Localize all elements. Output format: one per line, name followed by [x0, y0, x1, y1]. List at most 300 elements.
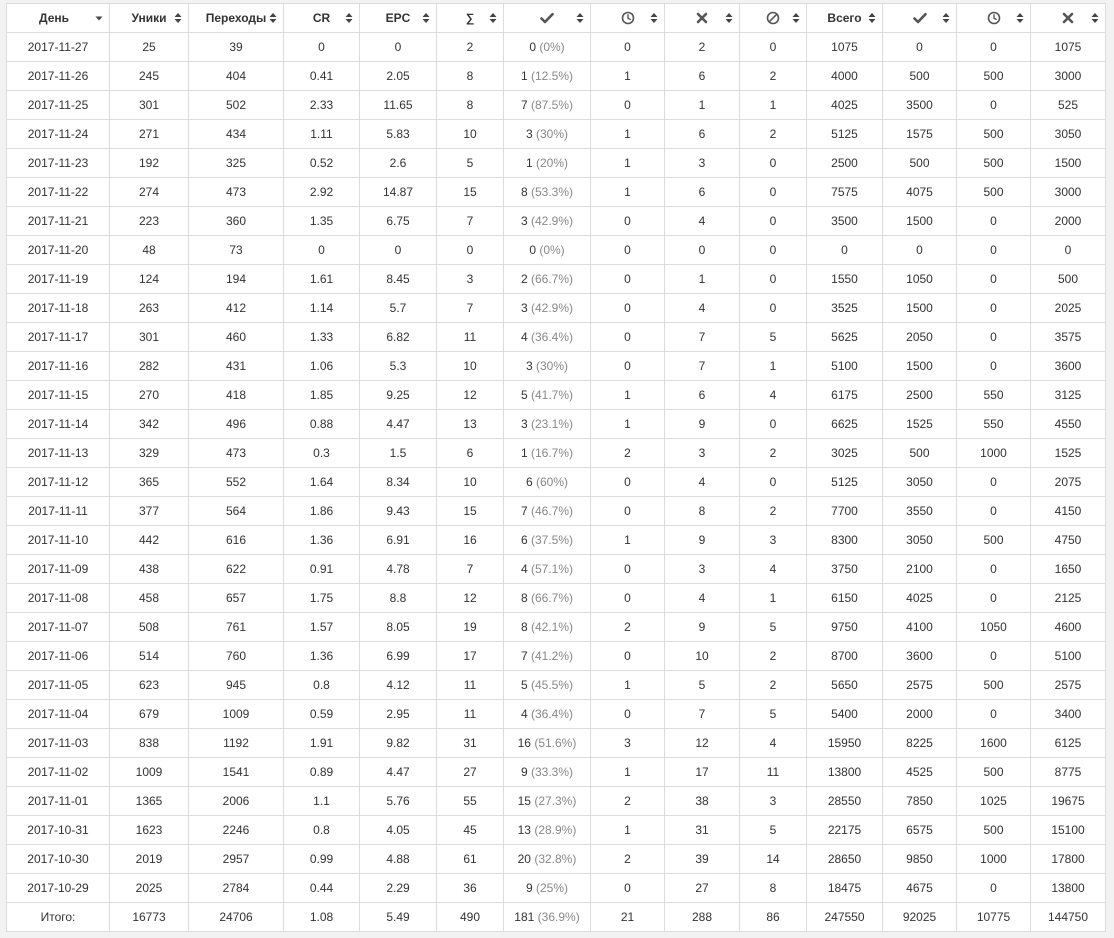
table-cell: 282 — [110, 352, 189, 381]
table-cell: 500 — [883, 62, 957, 91]
column-header-label: Переходы — [205, 11, 267, 25]
table-cell: 3750 — [807, 555, 883, 584]
table-cell: 0 — [591, 874, 665, 903]
approved-count: 1 — [525, 156, 533, 170]
table-cell: 1009 — [110, 758, 189, 787]
approved-cell — [504, 294, 591, 323]
table-cell: 1575 — [883, 120, 957, 149]
sort-toggle-icon[interactable] — [269, 12, 277, 24]
column-header-9[interactable] — [740, 4, 807, 33]
table-cell: 500 — [957, 178, 1031, 207]
approved-cell — [504, 439, 591, 468]
table-cell: 3500 — [883, 91, 957, 120]
table-cell: 0 — [957, 584, 1031, 613]
table-row — [7, 439, 1106, 468]
table-cell: 5100 — [1031, 642, 1106, 671]
approved-percent: (42.9%) — [531, 301, 574, 315]
table-cell: 3000 — [1031, 62, 1106, 91]
table-cell: 5125 — [807, 120, 883, 149]
table-row — [7, 874, 1106, 903]
table-cell: 10 — [437, 468, 504, 497]
table-cell: 0 — [591, 294, 665, 323]
table-cell: 4.47 — [360, 758, 437, 787]
table-cell: 5.76 — [360, 787, 437, 816]
approved-count: 4 — [520, 707, 528, 721]
table-row — [7, 33, 1106, 62]
table-cell: 2575 — [883, 671, 957, 700]
table-cell: 0 — [284, 33, 360, 62]
approved-cell — [504, 381, 591, 410]
table-cell: 4150 — [1031, 497, 1106, 526]
table-cell: 13800 — [807, 758, 883, 787]
table-cell: 5125 — [807, 468, 883, 497]
table-cell: 3600 — [1031, 352, 1106, 381]
table-cell: 1 — [740, 352, 807, 381]
table-cell: 11 — [437, 671, 504, 700]
table-cell: 4 — [740, 381, 807, 410]
approved-cell — [504, 323, 591, 352]
date-cell: 2017-11-14 — [7, 410, 110, 439]
column-header-4[interactable] — [360, 4, 437, 33]
table-cell: 14.87 — [360, 178, 437, 207]
table-cell: 8225 — [883, 729, 957, 758]
totals-cell: 86 — [740, 903, 807, 932]
table-cell: 0 — [957, 468, 1031, 497]
table-cell: 2 — [591, 787, 665, 816]
table-cell: 564 — [189, 497, 284, 526]
table-cell: 19 — [437, 613, 504, 642]
table-cell: 2 — [740, 439, 807, 468]
sort-toggle-icon[interactable] — [1091, 12, 1099, 24]
column-header-2[interactable] — [189, 4, 284, 33]
table-cell: 7700 — [807, 497, 883, 526]
table-cell: 0 — [591, 700, 665, 729]
table-row — [7, 178, 1106, 207]
table-cell: 0 — [957, 700, 1031, 729]
table-cell: 0 — [591, 642, 665, 671]
table-body — [7, 33, 1106, 903]
date-cell: 2017-10-30 — [7, 845, 110, 874]
table-cell: 2.29 — [360, 874, 437, 903]
table-cell: 7 — [665, 323, 740, 352]
table-cell: 2 — [740, 62, 807, 91]
table-cell: 1 — [665, 91, 740, 120]
table-cell: 15 — [437, 178, 504, 207]
totals-label: Итого: — [7, 903, 110, 932]
column-header-12[interactable] — [957, 4, 1031, 33]
approved-cell — [504, 352, 591, 381]
date-cell: 2017-11-10 — [7, 526, 110, 555]
table-cell: 2075 — [1031, 468, 1106, 497]
sort-toggle-icon[interactable] — [942, 12, 950, 24]
approved-percent: (41.7%) — [531, 388, 574, 402]
table-cell: 657 — [189, 584, 284, 613]
table-cell: 473 — [189, 178, 284, 207]
table-row — [7, 149, 1106, 178]
date-cell: 2017-11-01 — [7, 787, 110, 816]
table-cell: 2.05 — [360, 62, 437, 91]
column-header-13[interactable] — [1031, 4, 1106, 33]
approved-count: 13 — [517, 823, 531, 837]
table-cell: 1600 — [957, 729, 1031, 758]
table-cell: 7850 — [883, 787, 957, 816]
totals-approved-count: 181 — [514, 910, 535, 924]
table-cell: 25 — [110, 33, 189, 62]
table-row — [7, 845, 1106, 874]
table-cell: 1 — [740, 91, 807, 120]
table-cell: 1 — [591, 381, 665, 410]
table-cell: 6 — [665, 381, 740, 410]
table-cell: 0.89 — [284, 758, 360, 787]
approved-percent: (20%) — [536, 156, 569, 170]
table-cell: 0 — [740, 410, 807, 439]
table-cell: 412 — [189, 294, 284, 323]
table-cell: 7 — [437, 294, 504, 323]
totals-cell: 10775 — [957, 903, 1031, 932]
table-cell: 1025 — [957, 787, 1031, 816]
date-cell: 2017-11-23 — [7, 149, 110, 178]
sort-toggle-icon[interactable] — [345, 12, 353, 24]
table-cell: 502 — [189, 91, 284, 120]
table-cell: 8.05 — [360, 613, 437, 642]
table-cell: 4.88 — [360, 845, 437, 874]
date-cell: 2017-11-25 — [7, 91, 110, 120]
sort-toggle-icon[interactable] — [650, 12, 658, 24]
table-cell: 1525 — [1031, 439, 1106, 468]
sort-toggle-icon[interactable] — [489, 12, 497, 24]
approved-cell — [504, 526, 591, 555]
daily-stats-table — [6, 3, 1106, 932]
column-header-label: Уники — [131, 11, 167, 25]
approved-count: 3 — [525, 359, 533, 373]
approved-cell — [504, 584, 591, 613]
table-cell: 6.75 — [360, 207, 437, 236]
approved-count: 5 — [520, 678, 528, 692]
table-cell: 11.65 — [360, 91, 437, 120]
table-cell: 8300 — [807, 526, 883, 555]
table-cell: 0 — [957, 265, 1031, 294]
table-cell: 3 — [665, 555, 740, 584]
table-cell: 4025 — [883, 584, 957, 613]
table-cell: 36 — [437, 874, 504, 903]
date-cell: 2017-11-18 — [7, 294, 110, 323]
table-header-row — [7, 4, 1106, 33]
table-cell: 4000 — [807, 62, 883, 91]
date-cell: 2017-10-31 — [7, 816, 110, 845]
column-header-label: ∑ — [465, 11, 475, 25]
table-cell: 622 — [189, 555, 284, 584]
table-cell: 0 — [957, 33, 1031, 62]
approved-cell — [504, 149, 591, 178]
table-cell: 6625 — [807, 410, 883, 439]
table-cell: 5400 — [807, 700, 883, 729]
table-cell: 6125 — [1031, 729, 1106, 758]
table-cell: 2100 — [883, 555, 957, 584]
table-cell: 6 — [665, 120, 740, 149]
table-cell: 4 — [665, 207, 740, 236]
date-cell: 2017-11-07 — [7, 613, 110, 642]
table-row — [7, 555, 1106, 584]
table-cell: 5 — [740, 816, 807, 845]
table-cell: 5 — [437, 149, 504, 178]
table-cell: 552 — [189, 468, 284, 497]
table-cell: 616 — [189, 526, 284, 555]
table-cell: 1541 — [189, 758, 284, 787]
table-cell: 5.3 — [360, 352, 437, 381]
column-header-1[interactable] — [110, 4, 189, 33]
table-cell: 2246 — [189, 816, 284, 845]
table-cell: 16 — [437, 526, 504, 555]
approved-cell — [504, 816, 591, 845]
table-cell: 1623 — [110, 816, 189, 845]
approved-cell — [504, 236, 591, 265]
table-cell: 8.45 — [360, 265, 437, 294]
table-cell: 500 — [957, 62, 1031, 91]
column-header-6[interactable] — [504, 4, 591, 33]
approved-count: 0 — [529, 243, 536, 257]
sort-toggle-icon[interactable] — [725, 12, 733, 24]
table-cell: 500 — [957, 526, 1031, 555]
table-cell: 0 — [957, 352, 1031, 381]
date-cell: 2017-11-15 — [7, 381, 110, 410]
table-cell: 2125 — [1031, 584, 1106, 613]
date-cell: 2017-11-16 — [7, 352, 110, 381]
table-cell: 329 — [110, 439, 189, 468]
table-cell: 500 — [957, 671, 1031, 700]
sort-toggle-icon[interactable] — [868, 12, 876, 24]
approved-cell — [504, 758, 591, 787]
table-cell: 1 — [591, 758, 665, 787]
table-cell: 0 — [360, 33, 437, 62]
table-row — [7, 787, 1106, 816]
table-cell: 31 — [665, 816, 740, 845]
table-cell: 271 — [110, 120, 189, 149]
table-cell: 1500 — [883, 294, 957, 323]
approved-percent: (53.3%) — [531, 185, 574, 199]
table-row — [7, 700, 1106, 729]
column-header-11[interactable] — [883, 4, 957, 33]
table-cell: 3500 — [807, 207, 883, 236]
approved-count: 7 — [520, 504, 528, 518]
table-cell: 0 — [740, 149, 807, 178]
totals-approved-cell — [504, 903, 591, 932]
approved-count: 2 — [520, 272, 528, 286]
table-cell: 3 — [591, 729, 665, 758]
date-cell: 2017-11-26 — [7, 62, 110, 91]
table-row — [7, 613, 1106, 642]
table-cell: 2 — [665, 33, 740, 62]
table-cell: 0.8 — [284, 816, 360, 845]
approved-cell — [504, 874, 591, 903]
table-cell: 500 — [1031, 265, 1106, 294]
table-cell: 4100 — [883, 613, 957, 642]
date-cell: 2017-11-17 — [7, 323, 110, 352]
table-cell: 431 — [189, 352, 284, 381]
table-cell: 0 — [957, 91, 1031, 120]
table-cell: 17 — [437, 642, 504, 671]
table-row — [7, 468, 1106, 497]
table-cell: 5650 — [807, 671, 883, 700]
table-cell: 0 — [807, 236, 883, 265]
table-cell: 0 — [360, 236, 437, 265]
table-row — [7, 671, 1106, 700]
sort-toggle-icon[interactable] — [1016, 12, 1024, 24]
sort-toggle-icon[interactable] — [576, 12, 584, 24]
table-cell: 2000 — [1031, 207, 1106, 236]
table-cell: 0 — [591, 555, 665, 584]
table-cell: 2.33 — [284, 91, 360, 120]
approved-count: 7 — [520, 98, 528, 112]
table-cell: 550 — [957, 410, 1031, 439]
table-cell: 2500 — [883, 381, 957, 410]
approved-count: 8 — [520, 591, 528, 605]
totals-cell: 490 — [437, 903, 504, 932]
table-cell: 1.86 — [284, 497, 360, 526]
table-cell: 1.36 — [284, 526, 360, 555]
table-cell: 5 — [665, 671, 740, 700]
table-cell: 4750 — [1031, 526, 1106, 555]
sort-desc-icon[interactable] — [95, 12, 103, 24]
table-cell: 8700 — [807, 642, 883, 671]
table-cell: 1 — [591, 671, 665, 700]
column-header-7[interactable] — [591, 4, 665, 33]
table-cell: 2500 — [807, 149, 883, 178]
table-cell: 6 — [665, 62, 740, 91]
table-cell: 2784 — [189, 874, 284, 903]
table-cell: 1 — [740, 584, 807, 613]
table-cell: 18475 — [807, 874, 883, 903]
table-cell: 4600 — [1031, 613, 1106, 642]
table-row — [7, 497, 1106, 526]
table-cell: 4550 — [1031, 410, 1106, 439]
table-cell: 11 — [740, 758, 807, 787]
approved-cell — [504, 410, 591, 439]
table-cell: 8 — [665, 497, 740, 526]
table-cell: 4 — [740, 555, 807, 584]
check-icon — [540, 11, 554, 25]
table-cell: 38 — [665, 787, 740, 816]
approved-count: 1 — [520, 69, 528, 83]
cross-icon — [1061, 11, 1075, 25]
table-cell: 15100 — [1031, 816, 1106, 845]
table-cell: 12 — [437, 584, 504, 613]
table-cell: 0 — [740, 178, 807, 207]
table-cell: 10 — [437, 120, 504, 149]
column-header-0[interactable] — [7, 4, 110, 33]
approved-count: 9 — [520, 765, 528, 779]
table-cell: 14 — [740, 845, 807, 874]
table-cell: 1075 — [807, 33, 883, 62]
table-cell: 263 — [110, 294, 189, 323]
table-row — [7, 294, 1106, 323]
approved-cell — [504, 700, 591, 729]
table-cell: 3025 — [807, 439, 883, 468]
column-header-label: Всего — [827, 11, 862, 25]
table-cell: 6 — [665, 178, 740, 207]
column-header-5[interactable] — [437, 4, 504, 33]
table-cell: 0 — [591, 323, 665, 352]
table-cell: 15 — [437, 497, 504, 526]
approved-count: 7 — [520, 649, 528, 663]
table-row — [7, 265, 1106, 294]
table-cell: 0.52 — [284, 149, 360, 178]
table-cell: 0 — [957, 874, 1031, 903]
table-cell: 28650 — [807, 845, 883, 874]
stats-table-container — [6, 3, 1105, 932]
table-cell: 194 — [189, 265, 284, 294]
table-cell: 500 — [957, 149, 1031, 178]
date-cell: 2017-11-12 — [7, 468, 110, 497]
table-cell: 3125 — [1031, 381, 1106, 410]
table-cell: 5.83 — [360, 120, 437, 149]
table-cell: 0 — [740, 294, 807, 323]
approved-count: 1 — [520, 446, 528, 460]
table-cell: 0.59 — [284, 700, 360, 729]
date-cell: 2017-11-06 — [7, 642, 110, 671]
table-cell: 3400 — [1031, 700, 1106, 729]
table-cell: 9.43 — [360, 497, 437, 526]
approved-percent: (66.7%) — [531, 591, 574, 605]
sort-toggle-icon[interactable] — [792, 12, 800, 24]
table-cell: 245 — [110, 62, 189, 91]
approved-count: 8 — [520, 620, 528, 634]
clock-icon — [621, 11, 635, 25]
totals-cell: 247550 — [807, 903, 883, 932]
sort-toggle-icon[interactable] — [422, 12, 430, 24]
table-cell: 0 — [591, 33, 665, 62]
table-cell: 3 — [665, 439, 740, 468]
table-cell: 0 — [740, 33, 807, 62]
table-cell: 9.82 — [360, 729, 437, 758]
table-cell: 514 — [110, 642, 189, 671]
table-cell: 0 — [437, 236, 504, 265]
date-cell: 2017-11-21 — [7, 207, 110, 236]
table-cell: 3525 — [807, 294, 883, 323]
table-cell: 12 — [665, 729, 740, 758]
approved-percent: (37.5%) — [531, 533, 574, 547]
column-header-8[interactable] — [665, 4, 740, 33]
table-cell: 1.35 — [284, 207, 360, 236]
totals-cell: 21 — [591, 903, 665, 932]
table-cell: 1 — [591, 178, 665, 207]
table-cell: 404 — [189, 62, 284, 91]
table-cell: 365 — [110, 468, 189, 497]
approved-percent: (16.7%) — [531, 446, 574, 460]
approved-count: 9 — [525, 881, 533, 895]
table-cell: 360 — [189, 207, 284, 236]
table-cell: 5625 — [807, 323, 883, 352]
table-cell: 1 — [591, 120, 665, 149]
approved-percent: (36.4%) — [531, 707, 574, 721]
table-cell: 1 — [591, 62, 665, 91]
table-cell: 0 — [591, 236, 665, 265]
column-header-3[interactable] — [284, 4, 360, 33]
column-header-10[interactable] — [807, 4, 883, 33]
table-cell: 5100 — [807, 352, 883, 381]
sort-toggle-icon[interactable] — [174, 12, 182, 24]
table-cell: 0 — [957, 207, 1031, 236]
table-row — [7, 642, 1106, 671]
table-cell: 9750 — [807, 613, 883, 642]
table-cell: 500 — [883, 439, 957, 468]
table-cell: 1 — [591, 526, 665, 555]
table-cell: 1.11 — [284, 120, 360, 149]
table-cell: 1365 — [110, 787, 189, 816]
table-cell: 7 — [665, 352, 740, 381]
table-cell: 2.95 — [360, 700, 437, 729]
table-cell: 3050 — [1031, 120, 1106, 149]
table-cell: 13800 — [1031, 874, 1106, 903]
